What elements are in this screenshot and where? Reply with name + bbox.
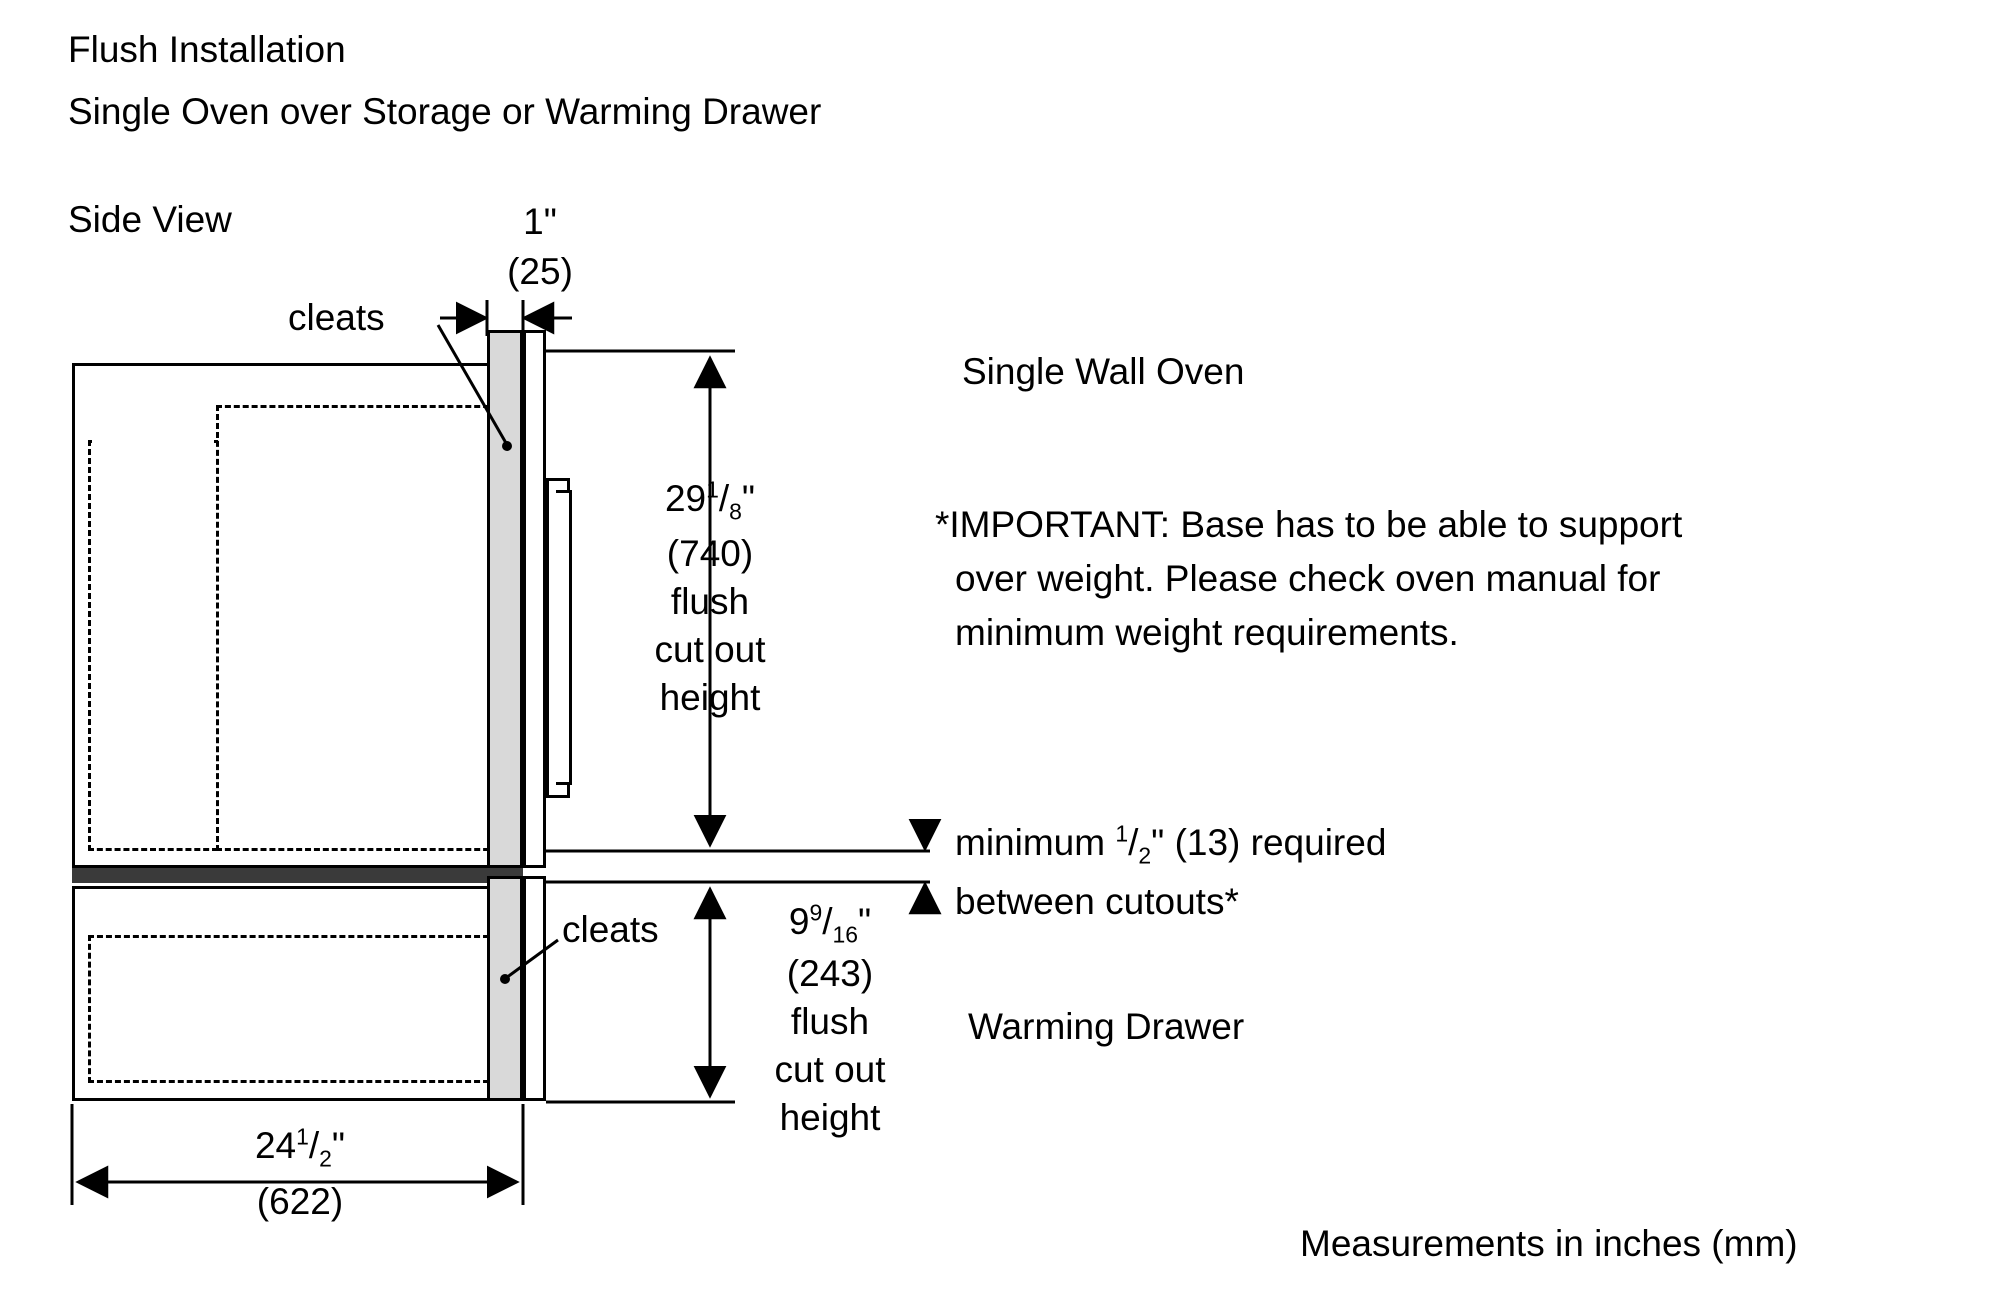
min-gap-post: " (13) required	[1151, 822, 1387, 863]
cleats-label-bottom: cleats	[562, 909, 659, 950]
drawer-cutout-unit: "	[858, 901, 872, 942]
single-wall-oven-label: Single Wall Oven	[962, 351, 1245, 392]
overall-depth-value: $24^1/_2$"	[254, 1123, 346, 1172]
min-gap-frac-den: 2	[1138, 842, 1152, 869]
overall-depth-whole: 24	[254, 1125, 297, 1166]
drawer-cutout-caption-2: cut out	[774, 1049, 886, 1090]
drawer-cutout-caption-1: flush	[790, 1001, 870, 1042]
important-note-line-3: minimum weight requirements.	[955, 612, 1459, 653]
oven-cutout-value: $29^1/_8$"	[664, 476, 756, 525]
drawer-cutout-frac-num: 9	[809, 899, 823, 926]
panel-thickness-inches: 1"	[523, 201, 557, 242]
min-gap-frac-num: 1	[1115, 820, 1129, 847]
overall-depth-frac-num: 1	[296, 1123, 309, 1150]
header-line-1: Flush Installation	[68, 29, 346, 70]
drawer-cutout-caption-3: height	[779, 1097, 881, 1138]
overall-depth-unit: "	[331, 1125, 346, 1166]
important-note-line-2: over weight. Please check oven manual for	[955, 558, 1661, 599]
oven-cutout-whole: 29	[664, 478, 707, 519]
drawer-cutout-whole: 9	[788, 901, 810, 942]
oven-cutout-frac-num: 1	[706, 476, 719, 503]
warming-drawer-label: Warming Drawer	[968, 1006, 1245, 1047]
oven-cutout-frac-den: 8	[729, 498, 742, 525]
oven-cutout-caption-1: flush	[670, 581, 750, 622]
overall-depth-mm: (622)	[256, 1181, 344, 1222]
min-gap-note-line-2: between cutouts*	[955, 881, 1239, 922]
drawer-cutout-value: $9^9/_{16}$"	[788, 899, 872, 948]
oven-cutout-caption-3: height	[659, 677, 761, 718]
min-gap-pre: minimum	[955, 822, 1116, 863]
drawer-cutout-mm: (243)	[786, 953, 874, 994]
header-line-2: Single Oven over Storage or Warming Drawer	[68, 91, 822, 132]
footer-note: Measurements in inches (mm)	[1300, 1223, 1798, 1264]
overall-depth-frac-den: 2	[319, 1145, 332, 1172]
cleats-label-top: cleats	[288, 297, 385, 338]
drawer-cutout-frac-den: 16	[832, 921, 858, 948]
important-note-line-1: *IMPORTANT: Base has to be able to support	[935, 504, 1683, 545]
oven-cutout-caption-2: cut out	[654, 629, 766, 670]
oven-cutout-unit: "	[741, 478, 756, 519]
side-view-label: Side View	[68, 199, 232, 240]
min-gap-note-line-1: minimum $^1/_2$" (13) required	[955, 820, 1387, 869]
oven-cutout-mm: (740)	[666, 533, 754, 574]
panel-thickness-mm: (25)	[507, 251, 573, 292]
